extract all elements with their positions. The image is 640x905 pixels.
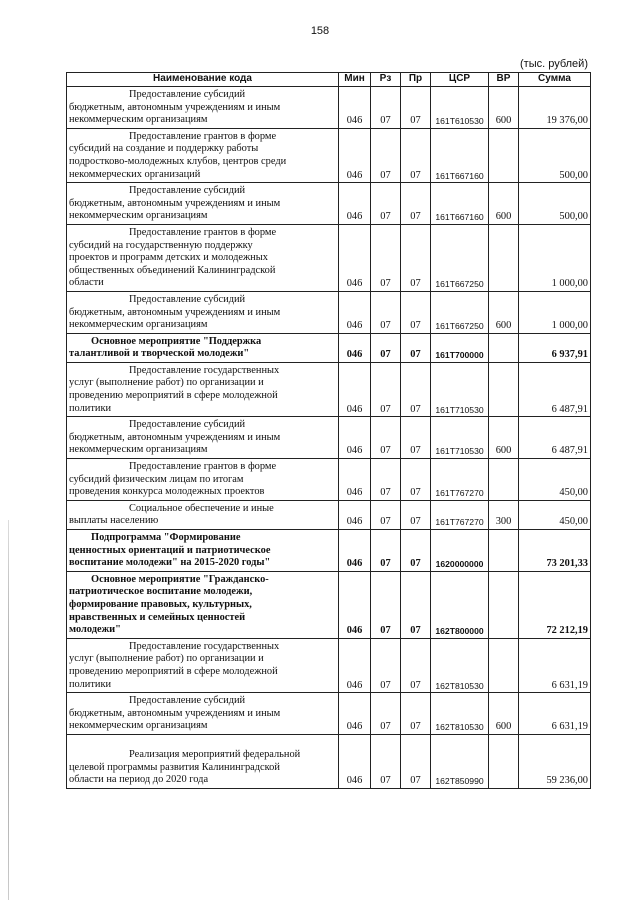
row-pr: 07 bbox=[401, 638, 431, 692]
row-name-line: бюджетным, автономным учреждениям и иным bbox=[69, 306, 281, 318]
row-csr: 161Т710530 bbox=[431, 362, 489, 416]
row-min: 046 bbox=[339, 224, 371, 291]
row-csr: 161Т667250 bbox=[431, 291, 489, 333]
table-row bbox=[67, 530, 591, 572]
row-rz: 07 bbox=[371, 500, 401, 529]
row-name-line: талантливой и творческой молодежи" bbox=[69, 348, 250, 360]
table-row bbox=[67, 693, 591, 735]
row-name-line: субсидий на создание и поддержку работы bbox=[69, 143, 259, 155]
page-number: 158 bbox=[310, 25, 330, 37]
row-min: 046 bbox=[339, 362, 371, 416]
row-vr bbox=[489, 571, 519, 638]
row-name-line: общественных объединений Калининградской bbox=[69, 264, 276, 276]
row-rz: 07 bbox=[371, 362, 401, 416]
row-sum: 6 937,91 bbox=[519, 333, 591, 362]
row-name-line: воспитание молодежи" на 2015-2020 годы" bbox=[69, 557, 271, 569]
row-name-line: Основное мероприятие "Гражданско- bbox=[91, 573, 269, 585]
row-name-line: Предоставление государственных bbox=[129, 364, 280, 376]
header-pr: Пр bbox=[401, 73, 431, 87]
row-name bbox=[67, 734, 339, 788]
row-rz: 07 bbox=[371, 128, 401, 182]
row-vr: 600 bbox=[489, 291, 519, 333]
row-pr: 07 bbox=[401, 417, 431, 459]
row-name-line: проведению мероприятий в сфере молодежной bbox=[69, 390, 278, 402]
row-name-line: субсидий физическим лицам по итогам bbox=[69, 473, 244, 485]
row-name-line: Социальное обеспечение и иные bbox=[129, 502, 274, 514]
row-rz: 07 bbox=[371, 417, 401, 459]
row-name-line: выплаты населению bbox=[69, 515, 159, 527]
row-min: 046 bbox=[339, 693, 371, 735]
row-sum: 6 487,91 bbox=[519, 362, 591, 416]
table-row bbox=[67, 183, 591, 225]
row-pr: 07 bbox=[401, 224, 431, 291]
row-name-line: Предоставление грантов в форме bbox=[129, 461, 277, 473]
row-pr: 07 bbox=[401, 362, 431, 416]
row-sum: 73 201,33 bbox=[519, 530, 591, 572]
row-vr bbox=[489, 333, 519, 362]
row-sum: 6 631,19 bbox=[519, 693, 591, 735]
row-name bbox=[67, 333, 339, 362]
row-csr: 161Т767270 bbox=[431, 500, 489, 529]
row-min: 046 bbox=[339, 638, 371, 692]
row-name-line: некоммерческим организациям bbox=[69, 444, 208, 456]
row-rz: 07 bbox=[371, 693, 401, 735]
row-rz: 07 bbox=[371, 291, 401, 333]
row-sum: 72 212,19 bbox=[519, 571, 591, 638]
row-name-line: некоммерческим организациям bbox=[69, 720, 208, 732]
row-name-line: Предоставление субсидий bbox=[129, 89, 246, 100]
row-csr: 161Т667250 bbox=[431, 224, 489, 291]
row-name-line: формирование правовых, культурных, bbox=[69, 598, 252, 610]
row-name-line: Реализация мероприятий федеральной bbox=[129, 748, 301, 760]
row-name-line: некоммерческим организациям bbox=[69, 114, 208, 126]
row-vr bbox=[489, 128, 519, 182]
row-name bbox=[67, 693, 339, 735]
row-name bbox=[67, 459, 339, 501]
row-csr: 162Т850990 bbox=[431, 734, 489, 788]
row-vr bbox=[489, 734, 519, 788]
row-vr bbox=[489, 638, 519, 692]
row-min: 046 bbox=[339, 87, 371, 129]
row-name-line: Предоставление субсидий bbox=[129, 695, 246, 707]
row-name-line: нравственных и семейных ценностей bbox=[69, 611, 246, 623]
row-name bbox=[67, 224, 339, 291]
row-vr: 600 bbox=[489, 183, 519, 225]
row-sum: 450,00 bbox=[519, 500, 591, 529]
row-min: 046 bbox=[339, 128, 371, 182]
row-pr: 07 bbox=[401, 571, 431, 638]
row-name bbox=[67, 362, 339, 416]
row-vr bbox=[489, 224, 519, 291]
row-pr: 07 bbox=[401, 500, 431, 529]
row-vr: 600 bbox=[489, 87, 519, 129]
table-row bbox=[67, 362, 591, 416]
row-csr: 161Т767270 bbox=[431, 459, 489, 501]
row-name-line: Предоставление грантов в форме bbox=[129, 226, 277, 238]
row-name-line: некоммерческим организациям bbox=[69, 210, 208, 222]
table-row bbox=[67, 638, 591, 692]
row-sum: 59 236,00 bbox=[519, 734, 591, 788]
row-pr: 07 bbox=[401, 530, 431, 572]
row-rz: 07 bbox=[371, 734, 401, 788]
row-name-line: некоммерческих организаций bbox=[69, 168, 201, 180]
header-min: Мин bbox=[339, 73, 371, 87]
row-rz: 07 bbox=[371, 224, 401, 291]
row-name-line: политики bbox=[69, 402, 112, 414]
row-vr: 600 bbox=[489, 417, 519, 459]
row-name bbox=[67, 417, 339, 459]
header-name: Наименование кода bbox=[67, 73, 339, 87]
row-name-line: бюджетным, автономным учреждениям и иным bbox=[69, 707, 281, 719]
row-name-line: услуг (выполнение работ) по организации и bbox=[69, 653, 264, 665]
scan-edge bbox=[8, 520, 9, 900]
table-row bbox=[67, 417, 591, 459]
row-name-line: области bbox=[69, 277, 104, 289]
row-rz: 07 bbox=[371, 571, 401, 638]
row-name-line: Предоставление государственных bbox=[129, 640, 280, 652]
table-header-row bbox=[67, 73, 591, 87]
units-label: (тыс. рублей) bbox=[520, 58, 588, 70]
table-row bbox=[67, 459, 591, 501]
row-vr bbox=[489, 362, 519, 416]
row-min: 046 bbox=[339, 183, 371, 225]
row-vr bbox=[489, 530, 519, 572]
table-row bbox=[67, 734, 591, 788]
row-csr: 161Т710530 bbox=[431, 417, 489, 459]
row-sum: 6 487,91 bbox=[519, 417, 591, 459]
table-row bbox=[67, 87, 591, 129]
row-name-line: целевой программы развития Калининградской bbox=[69, 761, 280, 773]
table-body bbox=[67, 87, 591, 789]
row-name-line: политики bbox=[69, 678, 112, 690]
row-rz: 07 bbox=[371, 333, 401, 362]
table-row bbox=[67, 291, 591, 333]
row-name-line: патриотическое воспитание молодежи, bbox=[69, 586, 253, 598]
table-row bbox=[67, 571, 591, 638]
row-name bbox=[67, 530, 339, 572]
row-pr: 07 bbox=[401, 291, 431, 333]
row-csr: 161Т667160 bbox=[431, 128, 489, 182]
row-name-line: молодежи" bbox=[69, 624, 121, 636]
row-sum: 1 000,00 bbox=[519, 224, 591, 291]
row-name-line: Подпрограмма "Формирование bbox=[91, 532, 241, 543]
row-min: 046 bbox=[339, 734, 371, 788]
row-name-line: Предоставление субсидий bbox=[129, 185, 246, 197]
row-pr: 07 bbox=[401, 734, 431, 788]
row-sum: 19 376,00 bbox=[519, 87, 591, 129]
row-csr: 162Т810530 bbox=[431, 638, 489, 692]
row-csr: 161Т610530 bbox=[431, 87, 489, 129]
row-rz: 07 bbox=[371, 183, 401, 225]
row-name-line: бюджетным, автономным учреждениям и иным bbox=[69, 197, 281, 209]
row-min: 046 bbox=[339, 459, 371, 501]
row-name-line: некоммерческим организациям bbox=[69, 319, 208, 331]
row-min: 046 bbox=[339, 417, 371, 459]
row-csr: 1620000000 bbox=[431, 530, 489, 572]
row-vr: 600 bbox=[489, 693, 519, 735]
row-pr: 07 bbox=[401, 87, 431, 129]
row-vr bbox=[489, 459, 519, 501]
table-row bbox=[67, 500, 591, 529]
row-name bbox=[67, 571, 339, 638]
header-sum: Сумма bbox=[519, 73, 591, 87]
row-sum: 450,00 bbox=[519, 459, 591, 501]
row-name-line: Предоставление субсидий bbox=[129, 419, 246, 431]
header-vr: ВР bbox=[489, 73, 519, 87]
row-name-line: проектов и программ детских и молодежных bbox=[69, 252, 268, 264]
row-csr: 161Т700000 bbox=[431, 333, 489, 362]
row-vr: 300 bbox=[489, 500, 519, 529]
row-name-line: ценностных ориентаций и патриотическое bbox=[69, 544, 271, 556]
row-pr: 07 bbox=[401, 128, 431, 182]
row-min: 046 bbox=[339, 500, 371, 529]
row-csr: 161Т667160 bbox=[431, 183, 489, 225]
row-csr: 162Т810530 bbox=[431, 693, 489, 735]
row-min: 046 bbox=[339, 571, 371, 638]
row-name-line: субсидий на государственную поддержку bbox=[69, 239, 253, 251]
row-pr: 07 bbox=[401, 459, 431, 501]
row-name-line: Предоставление субсидий bbox=[129, 293, 246, 305]
row-pr: 07 bbox=[401, 333, 431, 362]
budget-table bbox=[66, 72, 591, 789]
row-name bbox=[67, 183, 339, 225]
row-name bbox=[67, 128, 339, 182]
row-sum: 500,00 bbox=[519, 128, 591, 182]
row-csr: 162Т800000 bbox=[431, 571, 489, 638]
row-rz: 07 bbox=[371, 87, 401, 129]
header-rz: Рз bbox=[371, 73, 401, 87]
row-rz: 07 bbox=[371, 638, 401, 692]
row-pr: 07 bbox=[401, 693, 431, 735]
row-rz: 07 bbox=[371, 459, 401, 501]
row-name-line: услуг (выполнение работ) по организации и bbox=[69, 377, 264, 389]
table-row bbox=[67, 224, 591, 291]
table-row bbox=[67, 333, 591, 362]
row-name bbox=[67, 291, 339, 333]
row-rz: 07 bbox=[371, 530, 401, 572]
row-name-line: бюджетным, автономным учреждениям и иным bbox=[69, 431, 281, 443]
row-name-line: области на период до 2020 года bbox=[69, 774, 209, 786]
row-min: 046 bbox=[339, 530, 371, 572]
row-name bbox=[67, 87, 339, 129]
row-sum: 500,00 bbox=[519, 183, 591, 225]
row-min: 046 bbox=[339, 291, 371, 333]
table-row bbox=[67, 128, 591, 182]
row-name-line: подростково-молодежных клубов, центров среди bbox=[69, 155, 287, 167]
row-name-line: Предоставление грантов в форме bbox=[129, 130, 277, 142]
row-name bbox=[67, 500, 339, 529]
row-name bbox=[67, 638, 339, 692]
row-name-line: проведения конкурса молодежных проектов bbox=[69, 486, 265, 498]
row-sum: 6 631,19 bbox=[519, 638, 591, 692]
row-name-line: бюджетным, автономным учреждениям и иным bbox=[69, 101, 281, 113]
row-name-line: проведению мероприятий в сфере молодежной bbox=[69, 665, 278, 677]
header-csr: ЦСР bbox=[431, 73, 489, 87]
row-sum: 1 000,00 bbox=[519, 291, 591, 333]
row-pr: 07 bbox=[401, 183, 431, 225]
row-min: 046 bbox=[339, 333, 371, 362]
row-name-line: Основное мероприятие "Поддержка bbox=[91, 335, 262, 347]
